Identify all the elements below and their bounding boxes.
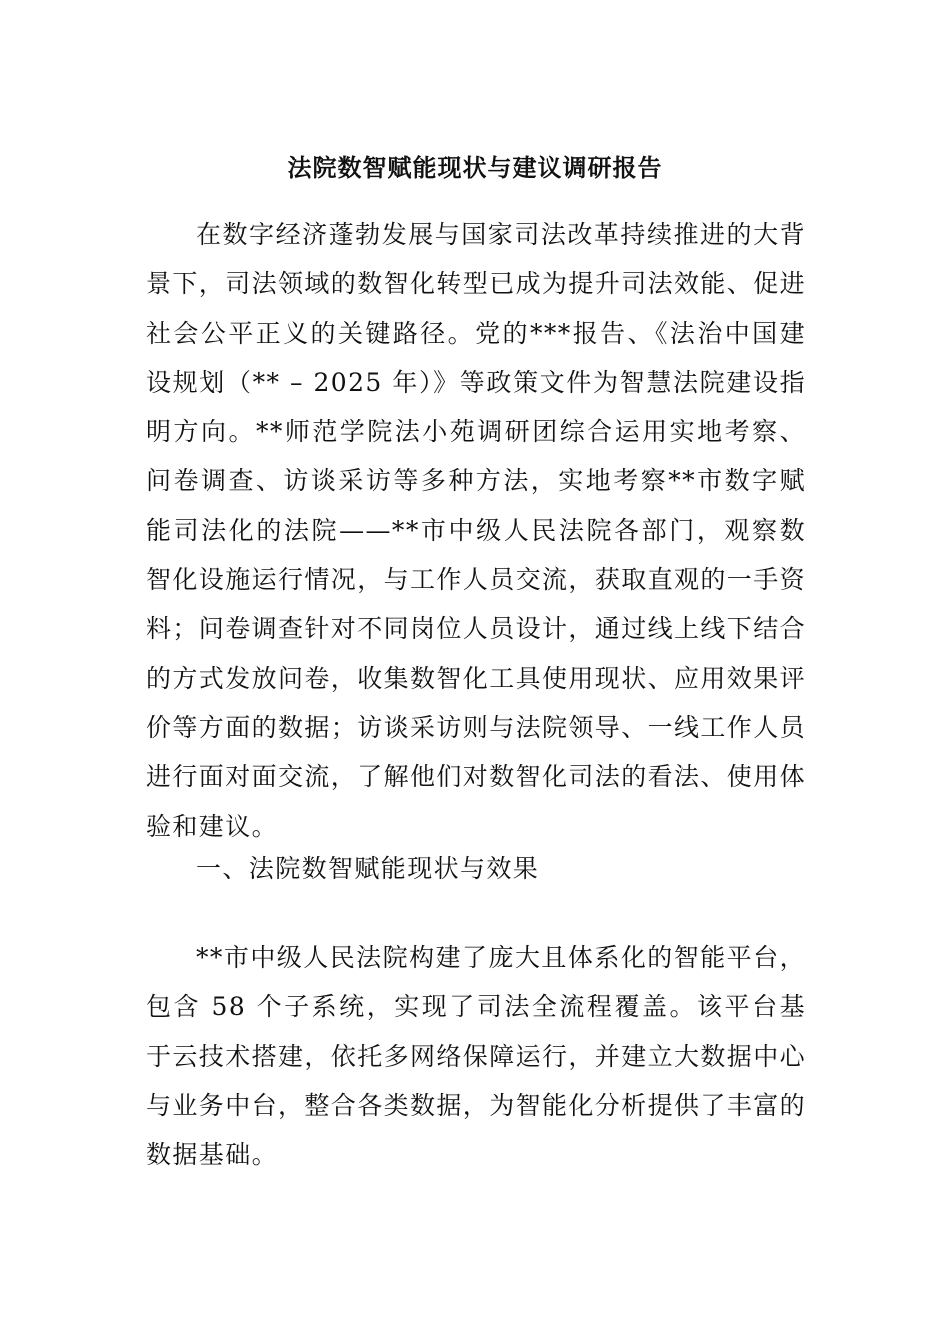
document-title: 法院数智赋能现状与建议调研报告 [287,153,663,183]
section-paragraph: **市中级人民法院构建了庞大且体系化的智能平台，包含 58 个子系统，实现了司法全流程覆盖。该平台基于云技术搭建，依托多网络保障运行，并建立大数据中心与业务中台，整合各类数据，为智能化分析提供了丰富的数据基础。 [146,943,807,1170]
section-heading: 一、法院数智赋能现状与效果 [196,854,540,883]
intro-paragraph: 在数字经济蓬勃发展与国家司法改革持续推进的大背景下，司法领域的数智化转型已成为提升司法效能、促进社会公平正义的关键路径。党的***报告、《法治中国建设规划（** – 2025 年）》等政策文件为智慧法院建设指明方向。**师范学院法小苑调研团综合运用实地考察、问卷调查、访谈采访等多种方法，实地考察**市数字赋能司法化的法院——**市中级人民法院各部门，观察数智化设施运行情况，与工作人员交流，获取直观的一手资料；问卷调查针对不同岗位人员设计，通过线上线下结合的方式发放问卷，收集数智化工具使用现状、应用效果评价等方面的数据；访谈采访则与法院领导、一线工作人员进行面对面交流，了解他们对数智化司法的看法、使用体验和建议。 [146,220,807,841]
